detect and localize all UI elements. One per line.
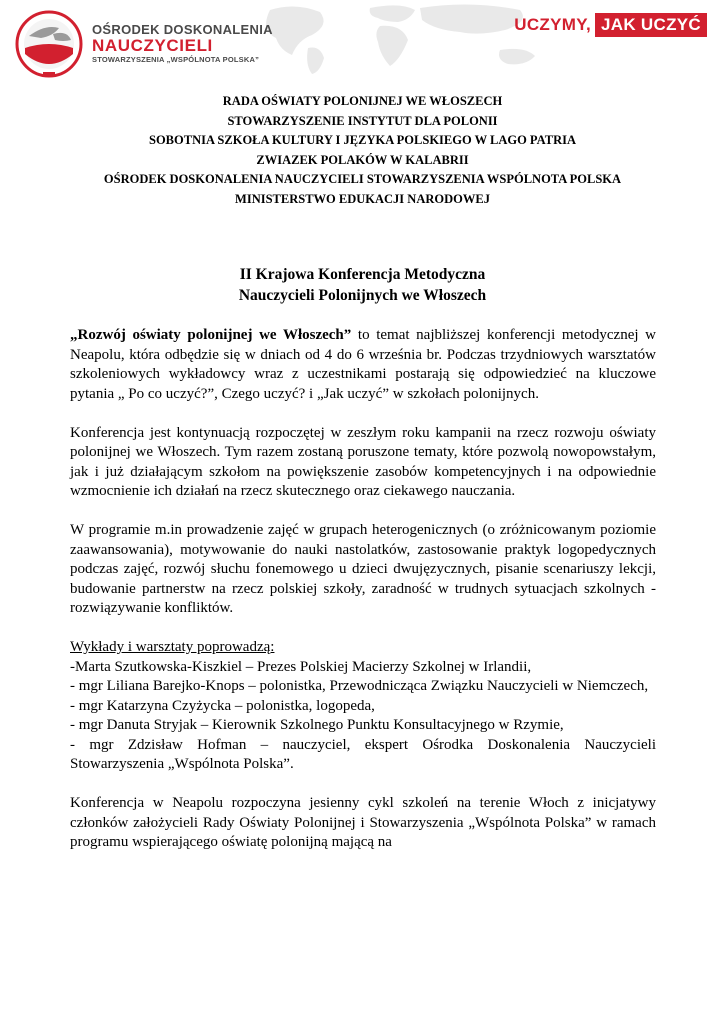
organizer-line: MINISTERSTWO EDUKACJI NARODOWEJ (235, 191, 490, 206)
document-body (70, 326, 656, 853)
paragraph-program: W programie m.in prowadzenie zajęć w grupach heterogenicznych (o zróżnicowanym poziomie zaawansowania), motywowanie do nauki nastolatków, zastosowanie praktyk logopedycznych podczas zajęć, rozwój słuchu fonemowego u dzieci dwujęzycznych, pisanie scenariuszy lekcji, budowanie partnerstw na rzecz polskiej szkoły, zaradność w trudnych sytuacjach szkolnych - rozwiązywanie konfliktów. (70, 522, 656, 616)
lecturer-item: - mgr Liliana Barejko-Knops – polonistka, Przewodnicząca Związku Nauczycieli w Niemczech, (70, 678, 649, 694)
page-header (0, 0, 725, 80)
lecturer-item: - mgr Danuta Stryjak – Kierownik Szkolnego Punktu Konsultacyjnego w Rzymie, (70, 717, 564, 733)
conference-title-line-2: Nauczycieli Polonijnych we Włoszech (238, 287, 487, 304)
slogan-part-2: JAK UCZYĆ (595, 13, 707, 37)
organizer-line: ZWIAZEK POLAKÓW W KALABRII (256, 152, 469, 167)
logo-text (92, 22, 273, 65)
conference-title (70, 264, 655, 306)
lecturers-section (70, 638, 656, 775)
paragraph-continuation: Konferencja jest kontynuacją rozpoczętej w zeszłym roku kampanii na rzecz rozwoju oświaty polonijnej we Włoszech. Tym razem zostaną poruszone tematy, które pozwolą nowopowstałym, jak i już działającym szkołom na powiększenie zasobów kompetencyjnych i na odpowiednie wzmocnienie ich działań na rzecz skutecznego oraz ciekawego nauczania. (70, 424, 656, 499)
organizer-line: OŚRODEK DOSKONALENIA NAUCZYCIELI STOWARZYSZENIA WSPÓLNOTA POLSKA (103, 172, 622, 186)
organizer-line: STOWARZYSZENIE INSTYTUT DLA POLONII (227, 113, 498, 128)
logo-line-3: STOWARZYSZENIA „WSPÓLNOTA POLSKA” (92, 55, 260, 64)
conference-topic: „Rozwój oświaty polonijnej we Włoszech” (70, 327, 352, 343)
conference-title-line-1: II Krajowa Konferencja Metodyczna (239, 266, 486, 283)
paragraph-intro (70, 326, 656, 404)
slogan-part-1: UCZYMY, (514, 15, 591, 34)
organizer-line: SOBOTNIA SZKOŁA KULTURY I JĘZYKA POLSKIEGO W LAGO PATRIA (149, 133, 576, 147)
logo-line-1: OŚRODEK DOSKONALENIA (92, 22, 273, 37)
logo-globe-icon (15, 10, 83, 78)
slogan (514, 13, 707, 37)
lecturers-heading: Wykłady i warsztaty poprowadzą: (70, 639, 275, 655)
paragraph-closing: Konferencja w Neapolu rozpoczyna jesienny cykl szkoleń na terenie Włoch z inicjatywy członków założycieli Rady Oświaty Polonijnej i Stowarzyszenia „Wspólnota Polska” w ramach programu wspierającego oświatę polonijną mającą na (70, 795, 656, 850)
paragraph-intro-text: to temat najbliższej konferencji metodycznej w Neapolu, która odbędzie się w dniach od 4 do 6 września br. Podczas trzydniowych warsztatów szkoleniowych wykładowcy wraz z uczestnikami postarają się odpowiedzieć na kluczowe pytania „ Po co uczyć?”, Czego uczyć? i „Jak uczyć” w szkołach polonijnych. (70, 327, 656, 402)
organizers-list (70, 92, 655, 209)
logo-line-2: NAUCZYCIELI (92, 36, 213, 55)
lecturer-item: - mgr Katarzyna Czyżycka – polonistka, logopeda, (70, 697, 375, 714)
lecturer-item: -Marta Szutkowska-Kiszkiel – Prezes Polskiej Macierzy Szkolnej w Irlandii, (70, 658, 532, 675)
lecturer-item: - mgr Zdzisław Hofman – nauczyciel, ekspert Ośrodka Doskonalenia Nauczycieli Stowarzyszenia „Wspólnota Polska”. (70, 736, 656, 772)
organizer-line: RADA OŚWIATY POLONIJNEJ WE WŁOSZECH (222, 94, 503, 108)
world-map-watermark (250, 0, 550, 75)
